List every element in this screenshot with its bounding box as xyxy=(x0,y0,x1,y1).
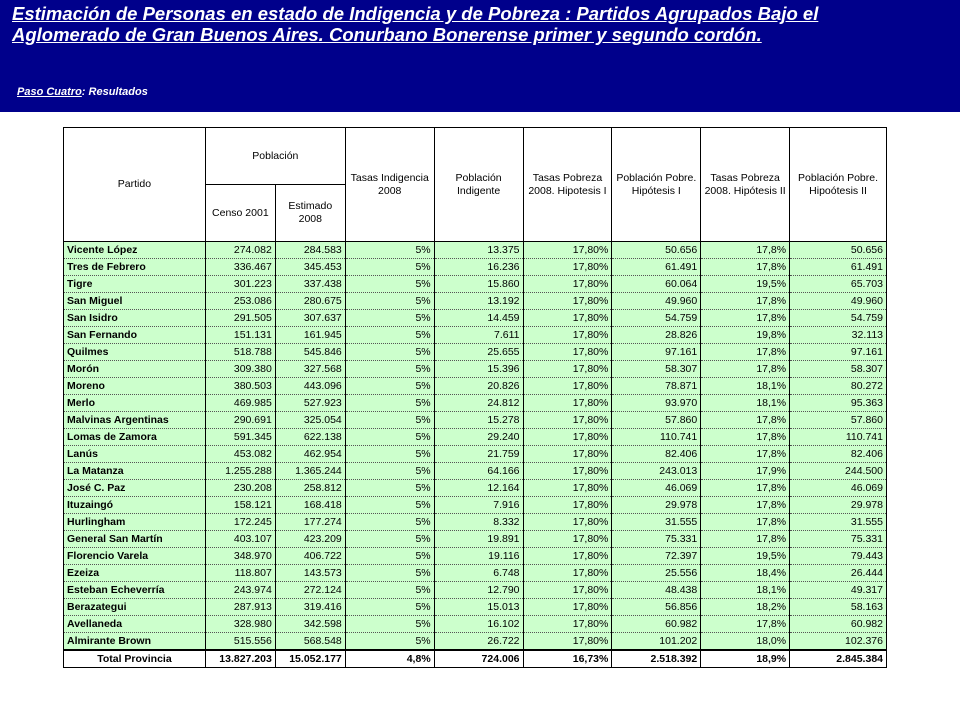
table-cell: 17,80% xyxy=(523,429,612,446)
table-cell: 65.703 xyxy=(790,276,887,293)
title-banner xyxy=(0,0,960,112)
table-cell: 75.331 xyxy=(612,531,701,548)
partido-name: Esteban Echeverría xyxy=(64,582,206,599)
table-cell: 17,80% xyxy=(523,344,612,361)
table-cell: 58.307 xyxy=(612,361,701,378)
table-cell: 82.406 xyxy=(790,446,887,463)
header-tasas-pobreza-1: Tasas Pobreza 2008. Hipotesis I xyxy=(523,128,612,242)
table-cell: 345.453 xyxy=(275,259,345,276)
table-cell: 16.102 xyxy=(434,616,523,633)
partido-name: General San Martín xyxy=(64,531,206,548)
partido-name: Malvinas Argentinas xyxy=(64,412,206,429)
partido-name: Avellaneda xyxy=(64,616,206,633)
table-cell: 17,8% xyxy=(701,259,790,276)
table-cell: 16.236 xyxy=(434,259,523,276)
partido-name: Hurlingham xyxy=(64,514,206,531)
table-cell: 97.161 xyxy=(790,344,887,361)
table-cell: 5% xyxy=(345,582,434,599)
table-cell: 462.954 xyxy=(275,446,345,463)
partido-name: Merlo xyxy=(64,395,206,412)
table-cell: 110.741 xyxy=(612,429,701,446)
table-cell: 17,80% xyxy=(523,548,612,565)
table-cell: 469.985 xyxy=(205,395,275,412)
total-cell: 2.518.392 xyxy=(612,650,701,668)
table-cell: 64.166 xyxy=(434,463,523,480)
table-row xyxy=(64,446,887,463)
table-cell: 13.375 xyxy=(434,242,523,259)
results-table xyxy=(63,127,887,668)
table-cell: 12.790 xyxy=(434,582,523,599)
table-cell: 5% xyxy=(345,327,434,344)
table-cell: 78.871 xyxy=(612,378,701,395)
table-cell: 29.240 xyxy=(434,429,523,446)
table-cell: 118.807 xyxy=(205,565,275,582)
table-row xyxy=(64,378,887,395)
table-cell: 54.759 xyxy=(612,310,701,327)
table-cell: 18,1% xyxy=(701,378,790,395)
table-cell: 168.418 xyxy=(275,497,345,514)
table-cell: 8.332 xyxy=(434,514,523,531)
table-cell: 518.788 xyxy=(205,344,275,361)
header-poblacion-indigente: Población Indigente xyxy=(434,128,523,242)
table-cell: 48.438 xyxy=(612,582,701,599)
table-cell: 72.397 xyxy=(612,548,701,565)
table-cell: 101.202 xyxy=(612,633,701,650)
table-cell: 7.611 xyxy=(434,327,523,344)
partido-name: Moreno xyxy=(64,378,206,395)
table-cell: 325.054 xyxy=(275,412,345,429)
table-cell: 17,8% xyxy=(701,531,790,548)
table-cell: 17,80% xyxy=(523,310,612,327)
total-cell: 4,8% xyxy=(345,650,434,668)
table-cell: 287.913 xyxy=(205,599,275,616)
table-cell: 17,80% xyxy=(523,327,612,344)
table-cell: 58.163 xyxy=(790,599,887,616)
table-cell: 5% xyxy=(345,276,434,293)
table-cell: 328.980 xyxy=(205,616,275,633)
header-tasas-indigencia: Tasas Indigencia 2008 xyxy=(345,128,434,242)
table-cell: 82.406 xyxy=(612,446,701,463)
table-cell: 18,0% xyxy=(701,633,790,650)
table-row xyxy=(64,497,887,514)
table-cell: 102.376 xyxy=(790,633,887,650)
table-cell: 274.082 xyxy=(205,242,275,259)
total-cell: 18,9% xyxy=(701,650,790,668)
table-cell: 258.812 xyxy=(275,480,345,497)
table-row xyxy=(64,480,887,497)
table-cell: 29.978 xyxy=(612,497,701,514)
table-cell: 25.655 xyxy=(434,344,523,361)
table-row xyxy=(64,633,887,650)
table-cell: 423.209 xyxy=(275,531,345,548)
total-cell: 15.052.177 xyxy=(275,650,345,668)
header-censo: Censo 2001 xyxy=(205,185,275,242)
table-cell: 17,8% xyxy=(701,293,790,310)
table-cell: 15.013 xyxy=(434,599,523,616)
partido-name: San Miguel xyxy=(64,293,206,310)
table-cell: 253.086 xyxy=(205,293,275,310)
table-cell: 5% xyxy=(345,565,434,582)
table-cell: 26.722 xyxy=(434,633,523,650)
table-cell: 110.741 xyxy=(790,429,887,446)
table-row xyxy=(64,531,887,548)
table-cell: 61.491 xyxy=(790,259,887,276)
table-cell: 5% xyxy=(345,599,434,616)
table-cell: 1.365.244 xyxy=(275,463,345,480)
table-cell: 622.138 xyxy=(275,429,345,446)
table-cell: 17,80% xyxy=(523,582,612,599)
total-label: Total Provincia xyxy=(64,650,206,668)
table-row xyxy=(64,463,887,480)
subtitle-rest: : Resultados xyxy=(81,86,148,98)
table-cell: 50.656 xyxy=(612,242,701,259)
table-cell: 380.503 xyxy=(205,378,275,395)
table-cell: 80.272 xyxy=(790,378,887,395)
table-cell: 5% xyxy=(345,633,434,650)
partido-name: San Fernando xyxy=(64,327,206,344)
partido-name: Vicente López xyxy=(64,242,206,259)
table-cell: 15.396 xyxy=(434,361,523,378)
table-cell: 5% xyxy=(345,463,434,480)
table-row xyxy=(64,429,887,446)
table-row xyxy=(64,548,887,565)
table-cell: 17,80% xyxy=(523,565,612,582)
table-cell: 336.467 xyxy=(205,259,275,276)
table-cell: 158.121 xyxy=(205,497,275,514)
table-cell: 5% xyxy=(345,361,434,378)
table-cell: 17,80% xyxy=(523,276,612,293)
table-cell: 29.978 xyxy=(790,497,887,514)
table-cell: 50.656 xyxy=(790,242,887,259)
page-title: Estimación de Personas en estado de Indigencia y de Pobreza : Partidos Agrupados Bajo el Aglomerado de Gran Buenos Aires. Conurbano Bonerense primer y segundo cordón. xyxy=(12,3,819,45)
table-cell: 568.548 xyxy=(275,633,345,650)
table-cell: 54.759 xyxy=(790,310,887,327)
table-cell: 57.860 xyxy=(790,412,887,429)
partido-name: Quilmes xyxy=(64,344,206,361)
table-cell: 17,80% xyxy=(523,616,612,633)
header-poblacion: Población xyxy=(205,128,345,185)
partido-name: Almirante Brown xyxy=(64,633,206,650)
table-row xyxy=(64,259,887,276)
table-cell: 56.856 xyxy=(612,599,701,616)
table-cell: 17,8% xyxy=(701,446,790,463)
partido-name: Florencio Varela xyxy=(64,548,206,565)
table-cell: 21.759 xyxy=(434,446,523,463)
table-row xyxy=(64,582,887,599)
table-cell: 58.307 xyxy=(790,361,887,378)
header-partido: Partido xyxy=(64,128,206,242)
table-cell: 49.317 xyxy=(790,582,887,599)
table-cell: 60.982 xyxy=(790,616,887,633)
partido-name: José C. Paz xyxy=(64,480,206,497)
table-cell: 17,8% xyxy=(701,310,790,327)
partido-name: Tigre xyxy=(64,276,206,293)
table-cell: 17,8% xyxy=(701,514,790,531)
header-poblacion-pobre-2: Población Pobre. Hipoótesis II xyxy=(790,128,887,242)
table-cell: 5% xyxy=(345,497,434,514)
partido-name: Lomas de Zamora xyxy=(64,429,206,446)
partido-name: La Matanza xyxy=(64,463,206,480)
table-row xyxy=(64,616,887,633)
table-cell: 5% xyxy=(345,446,434,463)
table-cell: 5% xyxy=(345,480,434,497)
table-cell: 243.974 xyxy=(205,582,275,599)
total-cell: 13.827.203 xyxy=(205,650,275,668)
table-cell: 46.069 xyxy=(612,480,701,497)
total-cell: 724.006 xyxy=(434,650,523,668)
table-cell: 31.555 xyxy=(612,514,701,531)
table-cell: 17,80% xyxy=(523,412,612,429)
table-cell: 18,1% xyxy=(701,582,790,599)
table-cell: 12.164 xyxy=(434,480,523,497)
header-estimado: Estimado 2008 xyxy=(275,185,345,242)
table-cell: 57.860 xyxy=(612,412,701,429)
table-cell: 545.846 xyxy=(275,344,345,361)
table-cell: 25.556 xyxy=(612,565,701,582)
table-cell: 272.124 xyxy=(275,582,345,599)
table-cell: 17,80% xyxy=(523,514,612,531)
table-cell: 13.192 xyxy=(434,293,523,310)
table-cell: 97.161 xyxy=(612,344,701,361)
total-row xyxy=(64,650,887,668)
table-row xyxy=(64,327,887,344)
table-cell: 453.082 xyxy=(205,446,275,463)
table-cell: 17,80% xyxy=(523,446,612,463)
table-row xyxy=(64,412,887,429)
table-cell: 172.245 xyxy=(205,514,275,531)
header-poblacion-pobre-1: Población Pobre. Hipótesis I xyxy=(612,128,701,242)
table-cell: 19.891 xyxy=(434,531,523,548)
table-cell: 143.573 xyxy=(275,565,345,582)
table-cell: 5% xyxy=(345,395,434,412)
table-row xyxy=(64,344,887,361)
table-row xyxy=(64,276,887,293)
table-cell: 5% xyxy=(345,242,434,259)
table-cell: 243.013 xyxy=(612,463,701,480)
partido-name: Ezeiza xyxy=(64,565,206,582)
table-cell: 17,80% xyxy=(523,463,612,480)
table-cell: 14.459 xyxy=(434,310,523,327)
table-cell: 19.116 xyxy=(434,548,523,565)
table-cell: 17,80% xyxy=(523,378,612,395)
table-cell: 17,80% xyxy=(523,599,612,616)
table-cell: 5% xyxy=(345,344,434,361)
table-cell: 17,8% xyxy=(701,616,790,633)
table-cell: 327.568 xyxy=(275,361,345,378)
table-row xyxy=(64,395,887,412)
table-cell: 17,80% xyxy=(523,497,612,514)
table-cell: 348.970 xyxy=(205,548,275,565)
table-cell: 17,8% xyxy=(701,429,790,446)
table-cell: 17,80% xyxy=(523,293,612,310)
table-cell: 5% xyxy=(345,548,434,565)
table-cell: 309.380 xyxy=(205,361,275,378)
table-row xyxy=(64,293,887,310)
table-cell: 319.416 xyxy=(275,599,345,616)
table-cell: 5% xyxy=(345,531,434,548)
partido-name: Tres de Febrero xyxy=(64,259,206,276)
table-cell: 49.960 xyxy=(612,293,701,310)
table-cell: 284.583 xyxy=(275,242,345,259)
table-cell: 161.945 xyxy=(275,327,345,344)
total-cell: 2.845.384 xyxy=(790,650,887,668)
table-cell: 49.960 xyxy=(790,293,887,310)
header-tasas-pobreza-2: Tasas Pobreza 2008. Hipótesis II xyxy=(701,128,790,242)
table-row xyxy=(64,565,887,582)
table-cell: 19,5% xyxy=(701,276,790,293)
table-cell: 17,8% xyxy=(701,242,790,259)
table-cell: 17,80% xyxy=(523,633,612,650)
table-cell: 31.555 xyxy=(790,514,887,531)
partido-name: Morón xyxy=(64,361,206,378)
table-cell: 17,80% xyxy=(523,395,612,412)
table-cell: 515.556 xyxy=(205,633,275,650)
table-cell: 5% xyxy=(345,378,434,395)
table-cell: 5% xyxy=(345,412,434,429)
table-cell: 280.675 xyxy=(275,293,345,310)
table-cell: 93.970 xyxy=(612,395,701,412)
table-cell: 24.812 xyxy=(434,395,523,412)
table-cell: 307.637 xyxy=(275,310,345,327)
table-cell: 17,9% xyxy=(701,463,790,480)
table-cell: 17,80% xyxy=(523,242,612,259)
table-cell: 18,2% xyxy=(701,599,790,616)
table-cell: 1.255.288 xyxy=(205,463,275,480)
partido-name: San Isidro xyxy=(64,310,206,327)
table-cell: 5% xyxy=(345,293,434,310)
table-cell: 177.274 xyxy=(275,514,345,531)
table-cell: 60.064 xyxy=(612,276,701,293)
table-cell: 5% xyxy=(345,429,434,446)
table-cell: 17,80% xyxy=(523,259,612,276)
table-cell: 230.208 xyxy=(205,480,275,497)
table-cell: 17,80% xyxy=(523,531,612,548)
table-row xyxy=(64,242,887,259)
table-cell: 95.363 xyxy=(790,395,887,412)
table-cell: 60.982 xyxy=(612,616,701,633)
table-cell: 17,80% xyxy=(523,480,612,497)
table-cell: 15.278 xyxy=(434,412,523,429)
table-cell: 46.069 xyxy=(790,480,887,497)
table-row xyxy=(64,599,887,616)
table-cell: 301.223 xyxy=(205,276,275,293)
table-cell: 342.598 xyxy=(275,616,345,633)
table-cell: 6.748 xyxy=(434,565,523,582)
table-cell: 18,4% xyxy=(701,565,790,582)
table-row xyxy=(64,514,887,531)
table-cell: 5% xyxy=(345,259,434,276)
table-cell: 28.826 xyxy=(612,327,701,344)
table-cell: 17,80% xyxy=(523,361,612,378)
table-cell: 5% xyxy=(345,616,434,633)
table-row xyxy=(64,361,887,378)
table-cell: 75.331 xyxy=(790,531,887,548)
table-cell: 290.691 xyxy=(205,412,275,429)
table-cell: 17,8% xyxy=(701,480,790,497)
table-cell: 403.107 xyxy=(205,531,275,548)
table-cell: 244.500 xyxy=(790,463,887,480)
table-cell: 18,1% xyxy=(701,395,790,412)
table-cell: 443.096 xyxy=(275,378,345,395)
table-cell: 591.345 xyxy=(205,429,275,446)
table-cell: 32.113 xyxy=(790,327,887,344)
table-cell: 15.860 xyxy=(434,276,523,293)
table-cell: 19,5% xyxy=(701,548,790,565)
table-cell: 26.444 xyxy=(790,565,887,582)
table-cell: 17,8% xyxy=(701,412,790,429)
table-cell: 151.131 xyxy=(205,327,275,344)
table-cell: 337.438 xyxy=(275,276,345,293)
table-cell: 20.826 xyxy=(434,378,523,395)
paso-cuatro-link[interactable]: Paso Cuatro xyxy=(17,86,82,98)
partido-name: Berazategui xyxy=(64,599,206,616)
table-cell: 19,8% xyxy=(701,327,790,344)
total-cell: 16,73% xyxy=(523,650,612,668)
table-cell: 79.443 xyxy=(790,548,887,565)
table-cell: 406.722 xyxy=(275,548,345,565)
table-cell: 17,8% xyxy=(701,497,790,514)
table-cell: 17,8% xyxy=(701,344,790,361)
table-cell: 17,8% xyxy=(701,361,790,378)
table-cell: 5% xyxy=(345,310,434,327)
partido-name: Ituzaingó xyxy=(64,497,206,514)
table-cell: 527.923 xyxy=(275,395,345,412)
partido-name: Lanús xyxy=(64,446,206,463)
subtitle xyxy=(14,86,148,98)
table-cell: 7.916 xyxy=(434,497,523,514)
table-cell: 5% xyxy=(345,514,434,531)
table-cell: 61.491 xyxy=(612,259,701,276)
table-cell: 291.505 xyxy=(205,310,275,327)
table-row xyxy=(64,310,887,327)
